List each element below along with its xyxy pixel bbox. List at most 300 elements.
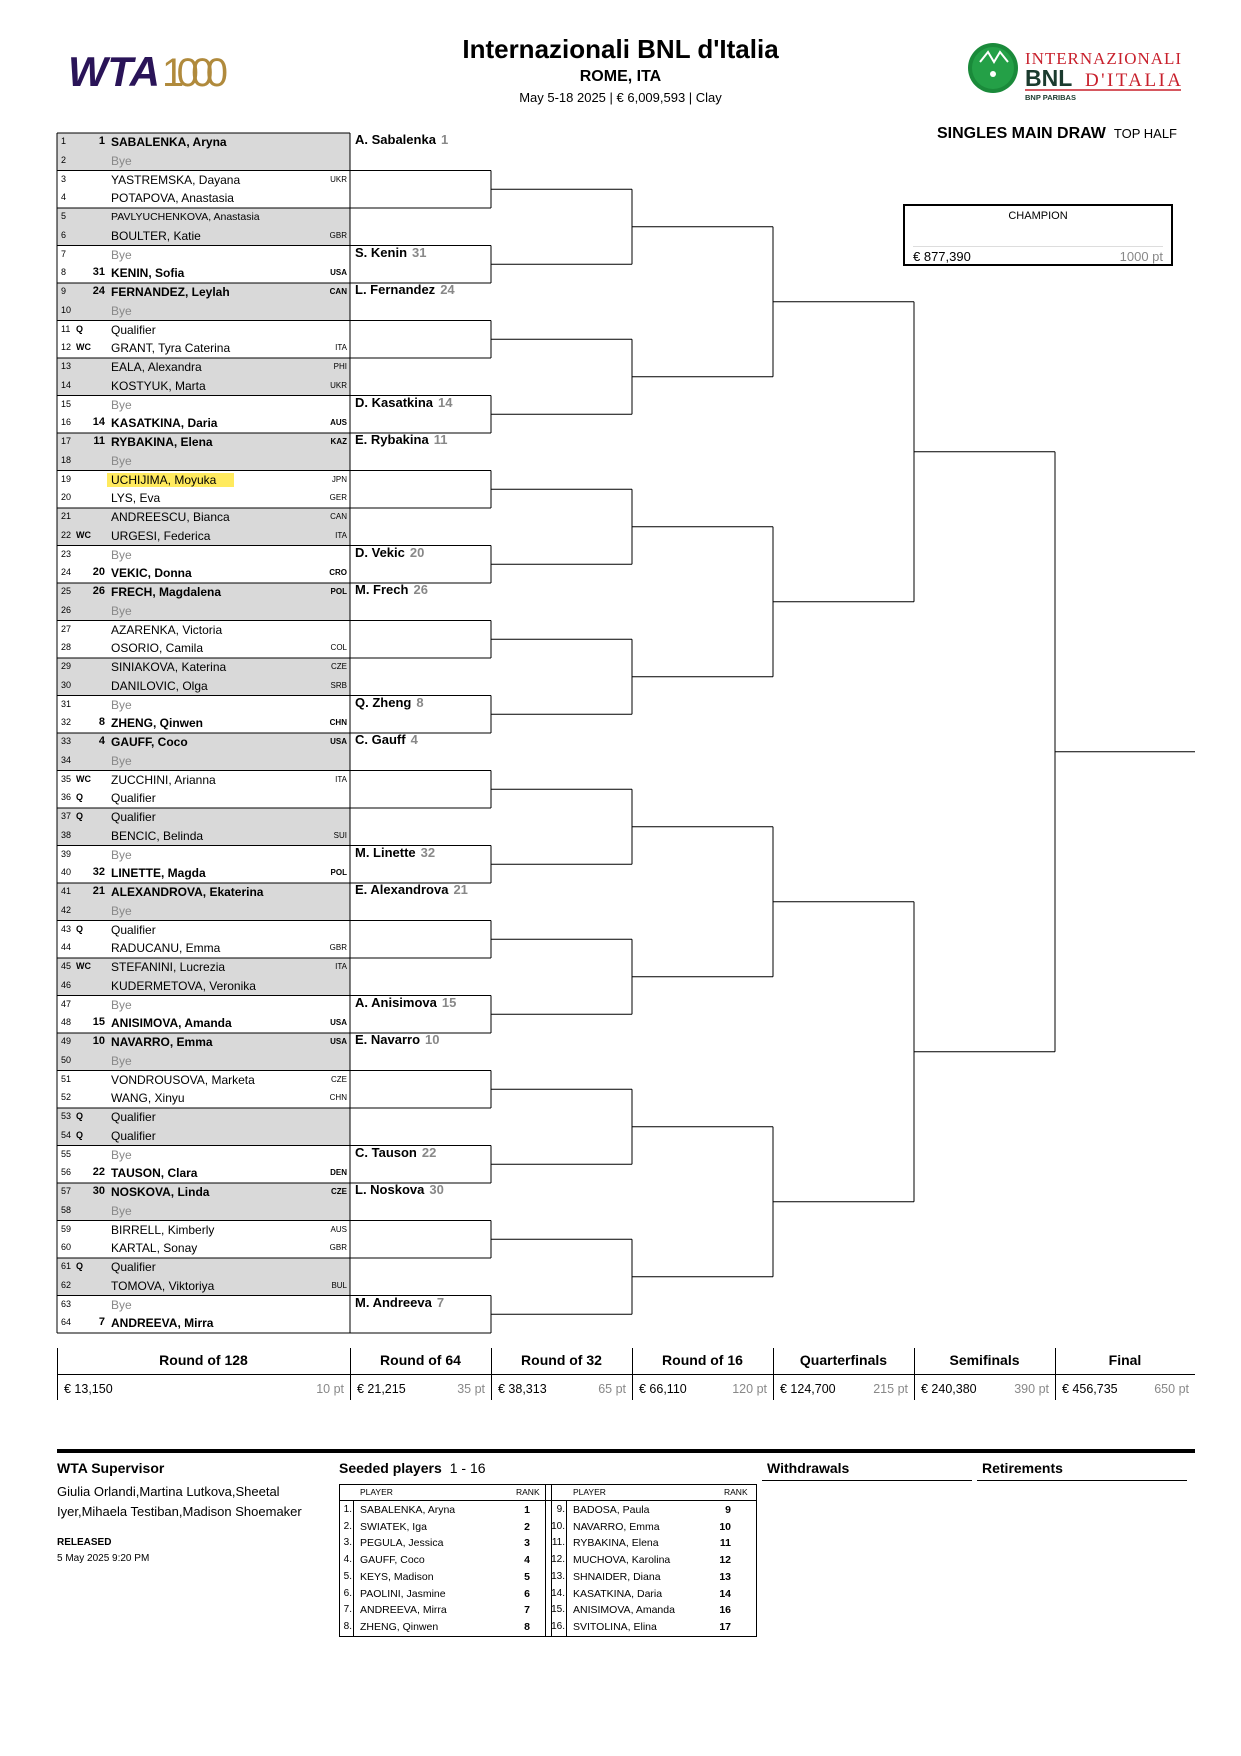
- player-slot: [57, 564, 350, 583]
- svg-text:WTA: WTA: [68, 48, 160, 92]
- entry-status: Q: [76, 1111, 84, 1121]
- entry-status: Q: [76, 811, 84, 821]
- round-points: 215 pt: [873, 1382, 908, 1396]
- player-nationality: SRB: [330, 680, 347, 690]
- round-of-64-player: [355, 1295, 444, 1310]
- player-nationality: JPN: [331, 474, 347, 484]
- player-name: Qualifier: [111, 322, 156, 337]
- draw-position: 56: [61, 1167, 72, 1178]
- seeded-player-row: [340, 1537, 545, 1553]
- seed-position: 14.: [551, 1587, 565, 1599]
- player-name: NOSKOVA, Linda: [111, 1185, 210, 1199]
- round-of-64-player: [355, 845, 435, 860]
- seed-position: 6.: [343, 1587, 352, 1599]
- player-name: BOULTER, Katie: [111, 228, 201, 243]
- round-name: Round of 64: [380, 1352, 461, 1368]
- player-name: ZUCCHINI, Arianna: [111, 772, 216, 787]
- player-slot: [57, 1146, 350, 1165]
- r2-seed: 21: [453, 882, 468, 897]
- player-slot: [57, 1164, 350, 1183]
- draw-position: 52: [61, 1092, 72, 1103]
- draw-position: 58: [61, 1204, 72, 1215]
- draw-position: 16: [61, 417, 72, 428]
- seeded-player-row: [551, 1588, 756, 1604]
- entry-status: WC: [76, 961, 91, 971]
- draw-position: 1: [61, 136, 67, 146]
- tournament-title: Internazionali BNL d'Italia: [462, 34, 779, 64]
- seed-number: 11: [93, 435, 105, 447]
- tournament-location: ROME, ITA: [579, 68, 662, 85]
- seeded-player-name: PAOLINI, Jasmine: [360, 1587, 446, 1600]
- player-name: Bye: [111, 1203, 132, 1218]
- draw-position: 7: [61, 248, 67, 259]
- seed-position: 16.: [551, 1620, 565, 1632]
- entry-status: WC: [76, 342, 91, 353]
- player-nationality: ITA: [335, 962, 347, 971]
- draw-position: 35: [61, 773, 72, 784]
- draw-position: 17: [61, 436, 72, 446]
- draw-position: 59: [61, 1223, 72, 1234]
- player-name: OSORIO, Camila: [111, 641, 204, 656]
- r2-seed: 4: [410, 732, 418, 747]
- svg-text:BNP PARIBAS: BNP PARIBAS: [1025, 93, 1076, 102]
- player-name: YASTREMSKA, Dayana: [111, 172, 241, 187]
- player-nationality: POL: [330, 868, 347, 878]
- r2-player-name: D. Vekic: [355, 544, 405, 560]
- draw-position: 13: [61, 361, 72, 371]
- draw-position: 5: [61, 211, 67, 221]
- entry-status: Q: [76, 923, 84, 934]
- player-slot: [57, 489, 350, 508]
- player-name: Bye: [111, 547, 132, 562]
- seed-position: 15.: [551, 1604, 565, 1616]
- player-name: FRECH, Magdalena: [111, 585, 222, 599]
- player-name: Bye: [111, 453, 132, 468]
- r2-player-name: E. Rybakina: [355, 432, 429, 447]
- player-slot: [57, 433, 350, 452]
- player-name: Bye: [111, 997, 132, 1012]
- r2-player-name: Q. Zheng: [355, 694, 412, 710]
- r2-player-name: L. Noskova: [355, 1182, 425, 1197]
- draw-position: 2: [61, 154, 67, 165]
- player-nationality: BUL: [331, 1280, 347, 1290]
- r2-player-name: L. Fernandez: [355, 282, 436, 297]
- player-slot: [57, 527, 350, 546]
- seed-number: 26: [92, 585, 105, 597]
- draw-position: 30: [61, 679, 72, 690]
- seed-position: 5.: [343, 1570, 352, 1582]
- champion-label: CHAMPION: [1008, 210, 1068, 222]
- player-name: KUDERMETOVA, Veronika: [111, 978, 256, 993]
- seeded-player-row: [340, 1504, 545, 1520]
- r2-seed: 8: [416, 694, 424, 710]
- player-slot: [57, 1221, 350, 1240]
- draw-position: 40: [61, 867, 72, 878]
- player-slot: [57, 227, 350, 246]
- round-name: Final: [1108, 1352, 1142, 1368]
- draw-position: 8: [61, 267, 67, 278]
- seed-number: 31: [92, 266, 105, 279]
- supervisor-names: Giulia Orlandi,Martina Lutkova,Sheetal Iyer,Mihaela Testiban,Madison Shoemaker: [57, 1484, 302, 1519]
- seeded-player-name: KASATKINA, Daria: [573, 1587, 663, 1600]
- draw-position: 28: [61, 642, 72, 653]
- seed-position: 8.: [343, 1620, 352, 1632]
- player-name: NAVARRO, Emma: [111, 1035, 213, 1049]
- seeded-player-row: [551, 1621, 756, 1637]
- player-name: URGESI, Federica: [111, 528, 211, 543]
- player-name: Bye: [111, 153, 132, 168]
- draw-position: 38: [61, 829, 72, 840]
- draw-position: 54: [61, 1129, 72, 1140]
- r2-seed: 11: [433, 432, 448, 447]
- player-nationality: CAN: [329, 287, 347, 296]
- seeded-player-row: [340, 1554, 545, 1570]
- player-nationality: AUS: [330, 1224, 347, 1234]
- player-name: KENIN, Sofia: [111, 266, 185, 281]
- draw-position: 45: [61, 961, 72, 971]
- round-of-64-player: [355, 882, 468, 897]
- player-slot: [57, 677, 350, 696]
- draw-position: 27: [61, 623, 72, 634]
- svg-text:1000: 1000: [162, 51, 228, 92]
- round-of-64-player: [355, 1032, 440, 1047]
- seeded-player-rank: 14: [719, 1587, 731, 1600]
- round-prize: € 240,380: [921, 1382, 977, 1396]
- draw-position: 62: [61, 1279, 72, 1290]
- player-slot: [57, 208, 350, 227]
- seeded-player-name: ZHENG, Qinwen: [360, 1620, 439, 1633]
- player-slot: [57, 714, 350, 733]
- seed-number: 7: [98, 1316, 105, 1329]
- seed-col-rank-right: RANK: [724, 1487, 748, 1497]
- round-prize: € 456,735: [1062, 1382, 1118, 1396]
- player-slot: [57, 921, 350, 940]
- r2-player-name: E. Alexandrova: [355, 882, 449, 897]
- player-slot: [57, 733, 350, 752]
- player-name: Qualifier: [111, 1128, 156, 1143]
- player-nationality: CZE: [331, 1187, 347, 1196]
- champion-points: 1000 pt: [1119, 249, 1163, 264]
- seeded-player-name: ANDREEVA, Mirra: [360, 1604, 447, 1617]
- draw-position: 4: [61, 192, 67, 203]
- player-name: LYS, Eva: [111, 491, 161, 506]
- seeded-player-name: NAVARRO, Emma: [573, 1520, 660, 1533]
- player-slot: [57, 977, 350, 996]
- seeded-player-rank: 5: [524, 1570, 530, 1583]
- player-name: Bye: [111, 697, 132, 712]
- seeded-player-name: PEGULA, Jessica: [360, 1537, 444, 1550]
- seeded-heading: [339, 1460, 486, 1476]
- seeded-player-name: GAUFF, Coco: [360, 1554, 425, 1567]
- entry-status: Q: [76, 1129, 84, 1140]
- r2-player-name: E. Navarro: [355, 1032, 421, 1047]
- player-slot: [57, 658, 350, 677]
- r2-player-name: A. Anisimova: [355, 994, 437, 1010]
- player-name: Bye: [111, 753, 132, 768]
- seeded-player-row: [340, 1621, 545, 1637]
- r2-player-name: C. Gauff: [355, 732, 406, 747]
- player-slot: [57, 1033, 350, 1052]
- round-points: 65 pt: [598, 1382, 626, 1396]
- player-slot: [57, 377, 350, 396]
- player-slot: [57, 133, 350, 152]
- draw-position: 60: [61, 1242, 72, 1253]
- player-slot: [57, 1071, 350, 1090]
- player-nationality: AUS: [330, 418, 347, 428]
- entry-status: Q: [76, 323, 84, 334]
- seed-position: 13.: [551, 1570, 565, 1582]
- round-name: Round of 128: [159, 1352, 248, 1368]
- seeded-player-row: [551, 1604, 756, 1620]
- seed-position: 2.: [343, 1520, 352, 1532]
- draw-position: 26: [61, 604, 72, 615]
- player-slot: [57, 1052, 350, 1071]
- round-points: 120 pt: [732, 1382, 767, 1396]
- player-slot: [57, 996, 350, 1015]
- player-nationality: GER: [329, 493, 347, 503]
- player-slot: [57, 883, 350, 902]
- round-prize: € 21,215: [357, 1382, 406, 1396]
- player-slot: [57, 1277, 350, 1296]
- player-name: TAUSON, Clara: [111, 1166, 198, 1181]
- draw-position: 63: [61, 1298, 72, 1309]
- seeded-player-row: [551, 1554, 756, 1570]
- round-of-64-player: [355, 132, 448, 147]
- r2-seed: 20: [409, 544, 425, 560]
- player-slot: [57, 602, 350, 621]
- player-nationality: ITA: [335, 343, 347, 353]
- round-of-64-player: [355, 695, 424, 710]
- section-divider: [57, 1449, 1195, 1453]
- player-nationality: ITA: [335, 774, 347, 784]
- seed-number: 1: [98, 135, 105, 147]
- player-name: BIRRELL, Kimberly: [111, 1222, 215, 1237]
- seed-number: 32: [92, 866, 105, 879]
- seed-col-player-left: PLAYER: [360, 1487, 393, 1497]
- round-header-underline: [57, 1374, 1195, 1375]
- player-name: Bye: [111, 1147, 132, 1162]
- player-slot: [57, 771, 350, 790]
- player-name: ANDREEVA, Mirra: [111, 1316, 214, 1331]
- player-nationality: UKR: [330, 380, 347, 390]
- player-slot: [57, 1296, 350, 1315]
- draw-position: 44: [61, 942, 72, 953]
- draw-position: 25: [61, 586, 72, 596]
- player-name: GAUFF, Coco: [111, 735, 188, 749]
- seeded-player-name: ANISIMOVA, Amanda: [573, 1604, 675, 1617]
- r2-seed: 30: [429, 1182, 444, 1197]
- seeded-player-rank: 7: [524, 1604, 530, 1617]
- seeded-player-rank: 2: [524, 1520, 530, 1533]
- round-points: 10 pt: [316, 1382, 344, 1396]
- round-name: Quarterfinals: [799, 1352, 888, 1368]
- seed-position: 3.: [343, 1537, 352, 1549]
- r2-seed: 31: [412, 244, 427, 260]
- draw-position: 31: [61, 698, 72, 709]
- player-nationality: CHN: [329, 1093, 347, 1103]
- player-name: STEFANINI, Lucrezia: [111, 960, 226, 974]
- r2-seed: 26: [413, 582, 428, 597]
- entry-status: Q: [76, 1261, 84, 1271]
- seeded-player-rank: 17: [719, 1620, 731, 1633]
- seed-position: 9.: [556, 1504, 565, 1515]
- round-name: Round of 32: [521, 1352, 602, 1368]
- r2-seed: 24: [440, 282, 455, 297]
- player-slot: [57, 339, 350, 358]
- seeded-player-rank: 1: [524, 1504, 530, 1516]
- draw-position: 48: [61, 1017, 72, 1028]
- seed-position: 4.: [343, 1554, 352, 1566]
- seeded-player-rank: 6: [524, 1587, 530, 1600]
- player-slot: [57, 396, 350, 415]
- player-slot: [57, 1202, 350, 1221]
- seeded-player-rank: 4: [524, 1554, 530, 1567]
- player-nationality: SUI: [333, 830, 347, 840]
- seeded-player-row: [340, 1521, 545, 1537]
- player-name: Bye: [111, 1053, 132, 1068]
- seed-number: 22: [92, 1166, 105, 1179]
- seeded-player-rank: 11: [719, 1537, 731, 1550]
- player-name: DANILOVIC, Olga: [111, 678, 208, 693]
- player-nationality: CRO: [329, 568, 347, 578]
- seeded-player-row: [551, 1521, 756, 1537]
- draw-title-label: SINGLES MAIN DRAW: [937, 125, 1106, 142]
- seeded-player-name: BADOSA, Paula: [573, 1504, 650, 1516]
- player-slot: [57, 1108, 350, 1127]
- player-slot: [57, 752, 350, 771]
- round-of-64-player: [355, 432, 447, 447]
- player-name: VEKIC, Donna: [111, 566, 192, 581]
- draw-position: 51: [61, 1073, 72, 1084]
- draw-position: 22: [61, 529, 72, 540]
- draw-position: 39: [61, 848, 72, 859]
- r2-seed: 7: [436, 1294, 445, 1310]
- player-slot: [57, 808, 350, 827]
- draw-position: 41: [61, 886, 72, 896]
- round-of-64-player: [355, 732, 418, 747]
- draw-position: 43: [61, 923, 72, 934]
- round-of-64-player: [355, 1145, 436, 1160]
- r2-player-name: M. Linette: [355, 844, 416, 860]
- seed-number: 10: [92, 1035, 105, 1047]
- draw-position: 33: [61, 736, 72, 746]
- seed-table-divider: [545, 1485, 546, 1636]
- player-slot: [57, 1239, 350, 1258]
- seed-col-player-right: PLAYER: [573, 1487, 606, 1497]
- player-nationality: DEN: [330, 1168, 347, 1178]
- draw-position: 57: [61, 1186, 72, 1196]
- player-slot: [57, 621, 350, 640]
- player-name: POTAPOVA, Anastasia: [111, 191, 234, 206]
- seed-table-header-line: [340, 1500, 756, 1501]
- round-of-64-player: [355, 545, 424, 560]
- player-name: ANISIMOVA, Amanda: [111, 1016, 232, 1031]
- player-name: ALEXANDROVA, Ekaterina: [111, 885, 264, 899]
- round-of-64-player: [355, 995, 456, 1010]
- player-name: PAVLYUCHENKOVA, Anastasia: [111, 211, 260, 223]
- player-nationality: POL: [330, 587, 347, 596]
- player-name: Bye: [111, 903, 132, 918]
- seeded-player-row: [340, 1588, 545, 1604]
- draw-position: 15: [61, 398, 72, 409]
- player-name: Bye: [111, 1297, 132, 1312]
- draw-position: 21: [61, 511, 72, 521]
- player-nationality: USA: [330, 1018, 347, 1028]
- player-nationality: USA: [330, 737, 347, 746]
- champion-prize: € 877,390: [913, 249, 971, 264]
- seed-number: 15: [92, 1016, 105, 1029]
- draw-position: 23: [61, 548, 72, 559]
- player-name: Bye: [111, 847, 132, 862]
- seed-position: 1.: [343, 1504, 352, 1515]
- draw-position: 64: [61, 1317, 72, 1328]
- round-name: Round of 16: [662, 1352, 743, 1368]
- seeded-player-name: SHNAIDER, Diana: [573, 1570, 661, 1583]
- player-name: UCHIJIMA, Moyuka: [107, 473, 234, 487]
- seeded-player-rank: 13: [719, 1570, 731, 1583]
- seed-number: 20: [92, 566, 105, 579]
- player-slot: [57, 958, 350, 977]
- draw-position: 6: [61, 229, 67, 240]
- draw-position: 47: [61, 998, 72, 1009]
- released-label: RELEASED: [57, 1537, 112, 1548]
- player-slot: [57, 1314, 350, 1333]
- player-slot: [57, 471, 350, 490]
- player-name: SABALENKA, Aryna: [111, 135, 227, 149]
- seeded-player-rank: 10: [719, 1520, 731, 1533]
- draw-position: 46: [61, 979, 72, 990]
- seeded-players-table: [339, 1484, 757, 1637]
- player-nationality: COL: [330, 643, 347, 653]
- player-nationality: CZE: [331, 1074, 347, 1084]
- seed-position: 7.: [343, 1604, 352, 1616]
- player-name: KARTAL, Sonay: [111, 1241, 198, 1256]
- r2-player-name: D. Kasatkina: [355, 394, 434, 410]
- seed-position: 10.: [551, 1520, 565, 1532]
- seeded-heading-label: Seeded players: [339, 1460, 442, 1476]
- draw-position: 14: [61, 379, 72, 390]
- player-nationality: UKR: [330, 174, 347, 184]
- tournament-info: May 5-18 2025 | € 6,009,593 | Clay: [519, 90, 722, 105]
- player-name: LINETTE, Magda: [111, 866, 206, 881]
- player-slot: [57, 789, 350, 808]
- draw-position: 42: [61, 904, 72, 915]
- draw-position: 61: [61, 1261, 72, 1271]
- player-name: Bye: [111, 247, 132, 262]
- draw-position: 29: [61, 661, 72, 671]
- player-slot: [57, 1014, 350, 1033]
- player-slot: [57, 864, 350, 883]
- seeded-range: 1 - 16: [449, 1460, 486, 1476]
- player-name: GRANT, Tyra Caterina: [111, 341, 231, 356]
- round-of-64-player: [355, 582, 428, 597]
- withdrawals-underline: [762, 1480, 972, 1481]
- player-nationality: USA: [330, 1037, 347, 1046]
- player-slot: [57, 246, 350, 265]
- supervisor-heading: WTA Supervisor: [57, 1460, 165, 1476]
- seed-col-rank-left: RANK: [516, 1487, 540, 1497]
- svg-text:BNL: BNL: [1025, 65, 1073, 91]
- player-name: WANG, Xinyu: [111, 1091, 185, 1106]
- seed-position: 12.: [551, 1554, 565, 1566]
- released-time: 5 May 2025 9:20 PM: [57, 1553, 150, 1564]
- r2-seed: 15: [441, 994, 457, 1010]
- draw-position: 34: [61, 754, 72, 765]
- player-slot: [57, 1258, 350, 1277]
- player-slot: [57, 321, 350, 340]
- r2-player-name: S. Kenin: [355, 244, 408, 260]
- draw-position: 36: [61, 792, 72, 803]
